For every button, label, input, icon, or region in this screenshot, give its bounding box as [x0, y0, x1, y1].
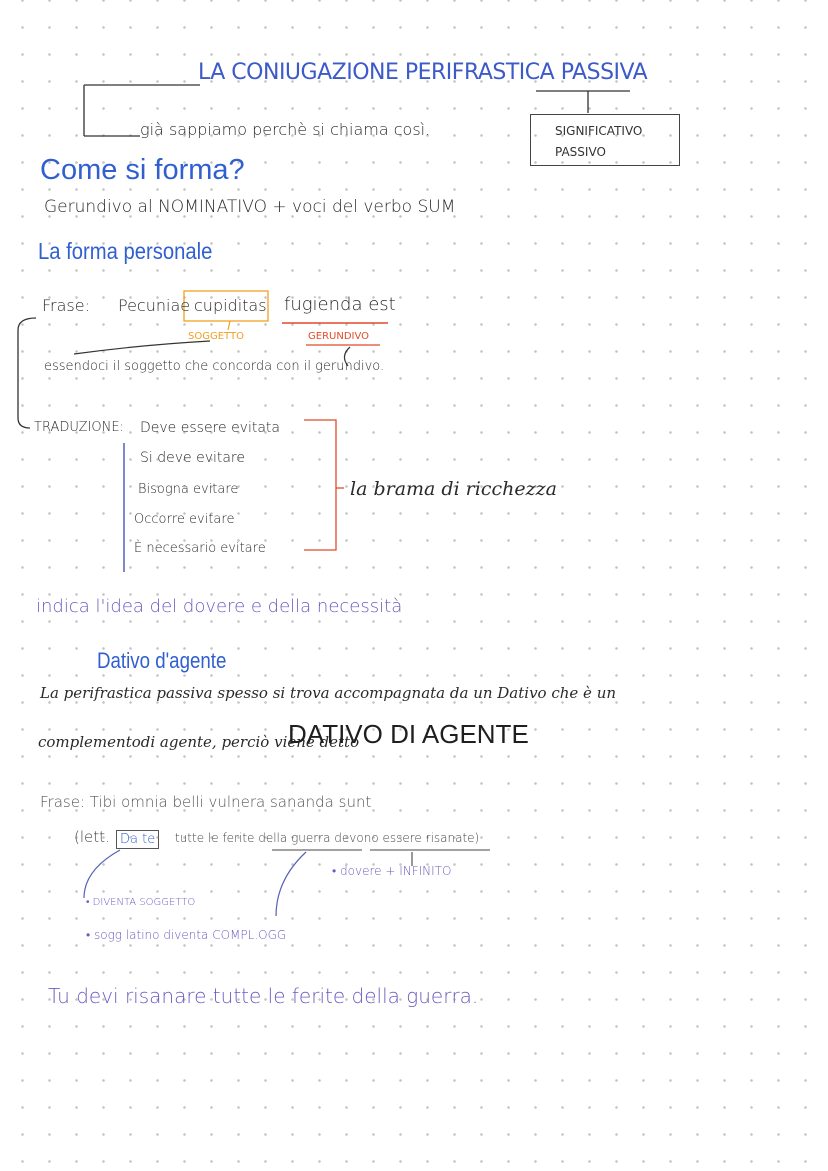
tag-soggetto: SOGGETTO: [188, 331, 244, 342]
final-translation: Tu devi risanare tutte le ferite della guerra.: [48, 984, 479, 1008]
frase1-word-fugienda-est: fugienda est: [284, 294, 396, 315]
dativo-di-agente-heading: DATIVO DI AGENTE: [288, 719, 529, 749]
significativo-line-1: SIGNIFICATIVO: [555, 124, 643, 138]
cupiditas-tick: [228, 321, 230, 330]
traduzione-option: Occorre evitare: [134, 512, 235, 527]
frase2-lett-open: (lett.: [74, 828, 110, 846]
trad-red-bracket: [304, 420, 336, 550]
traduzione-option: È necessario evitare: [134, 541, 266, 556]
traduzione-label: TRADUZIONE:: [34, 420, 124, 435]
frase2-latin: Frase: Tibi omnia belli vulnera sananda sunt: [40, 793, 372, 811]
frase2-literal-translation: tutte le ferite della guerra devono essere risanate): [175, 831, 480, 845]
frase1-word-pecuniae: Pecuniae: [118, 296, 191, 315]
sogg-latino-note: • sogg latino diventa COMPL.OGG: [86, 928, 287, 942]
significativo-line-2: PASSIVO: [555, 145, 606, 159]
frase1-note: essendoci il soggetto che concorda con il gerundivo.: [44, 359, 385, 374]
traduzione-option: Bisogna evitare: [138, 482, 239, 497]
dativo-text-line-2: complementodi agente, perciò viene detto: [38, 733, 360, 751]
frase1-word-cupiditas: cupiditas: [194, 296, 267, 315]
traduzione-option: Deve essere evitata: [140, 420, 280, 436]
dativo-text-line-1: La perifrastica passiva spesso si trova accompagnata da un Dativo che è un: [40, 684, 617, 702]
da-te-pointer: [84, 850, 120, 898]
significativo-box: [530, 114, 680, 166]
soggetto-pointer: [74, 341, 210, 354]
left-brace: [18, 318, 36, 428]
della-guerra-pointer: [276, 852, 306, 916]
traduzione-option: Si deve evitare: [140, 450, 245, 466]
dovere-infinito-note: • dovere + INFINITO: [332, 864, 452, 878]
gerundivo-rule: Gerundivo al NOMINATIVO + voci del verbo SUM: [44, 197, 456, 217]
heading-dativo-agente: Dativo d'agente: [97, 648, 227, 673]
diventa-soggetto-note: • DIVENTA SOGGETTO: [86, 897, 196, 908]
heading-forma-personale: La forma personale: [38, 238, 213, 264]
frase1-label: Frase:: [42, 296, 90, 315]
known-note: già sappiamo perchè si chiama così.: [140, 120, 431, 139]
indica-note: indica l'idea del dovere e della necessità: [36, 596, 403, 617]
frase2-da-te-box: Da te: [116, 830, 159, 849]
tag-gerundivo: GERUNDIVO: [308, 331, 370, 342]
heading-come-si-forma: Come si forma?: [40, 154, 245, 186]
page-title: LA CONIUGAZIONE PERIFRASTICA PASSIVA: [198, 60, 648, 85]
traduzione-object: la brama di ricchezza: [350, 478, 557, 500]
